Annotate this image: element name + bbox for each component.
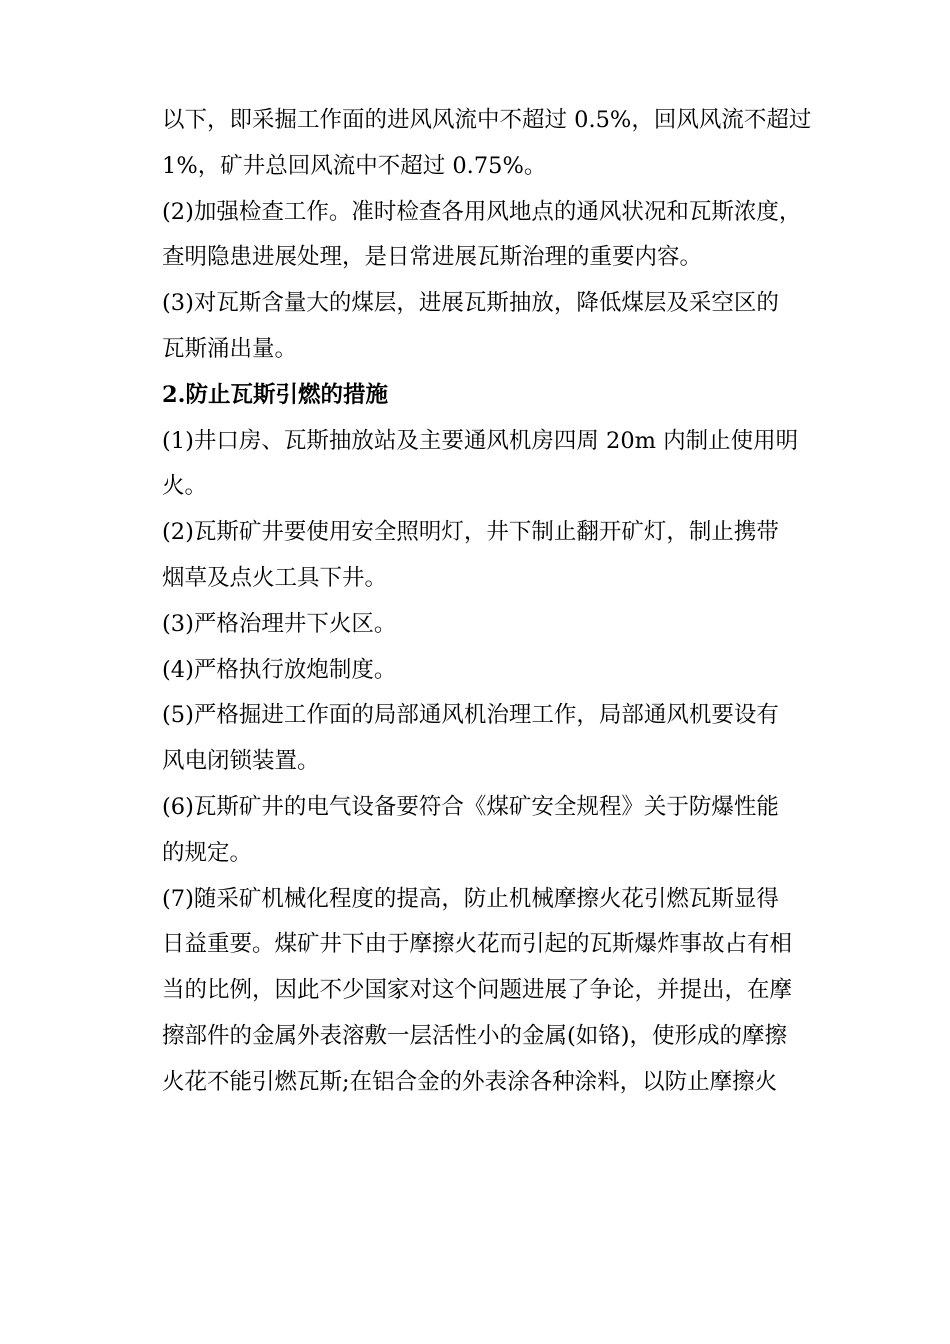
text-line: 1%，矿井总回风流中不超过 0.75%。 [162,152,547,179]
section-heading: 2.防止瓦斯引燃的措施 [162,381,388,408]
text-line: (3)对瓦斯含量大的煤层，进展瓦斯抽放，降低煤层及采空区的 [162,290,779,317]
text-line: (7)随采矿机械化程度的提高，防止机械摩擦火花引燃瓦斯显得 [162,885,779,912]
text-line: (2)瓦斯矿井要使用安全照明灯，井下制止翻开矿灯，制止携带 [162,519,779,546]
text-line: 以下，即采掘工作面的进风风流中不超过 0.5%，回风风流不超过 [162,107,812,133]
text-line: 当的比例，因此不少国家对这个问题进展了争论，并提出，在摩 [162,977,793,1004]
text-line: (3)严格治理井下火区。 [162,610,397,637]
text-line: (6)瓦斯矿井的电气设备要符合《煤矿安全规程》关于防爆性能 [162,793,779,820]
text-line: 的规定。 [162,839,253,866]
text-line: (1)井口房、瓦斯抽放站及主要通风机房四周 20m 内制止使用明 [162,427,799,454]
text-line: (2)加强检查工作。准时检查各用风地点的通风状况和瓦斯浓度， [162,198,802,225]
text-line: 日益重要。煤矿井下由于摩擦火花而引起的瓦斯爆炸事故占有相 [162,931,793,958]
text-line: 烟草及点火工具下井。 [162,564,388,591]
text-line: (4)严格执行放炮制度。 [162,656,397,683]
text-line: 火。 [162,473,208,500]
text-line: 瓦斯涌出量。 [162,335,298,362]
text-line: 风电闭锁装置。 [162,748,320,775]
text-line: 擦部件的金属外表溶敷一层活性小的金属(如铬)，使形成的摩擦 [162,1022,788,1049]
text-line: 查明隐患进展处理，是日常进展瓦斯治理的重要内容。 [162,244,703,271]
document-body [162,98,838,1106]
text-line: 火花不能引燃瓦斯;在铝合金的外表涂各种涂料，以防止摩擦火 [162,1068,778,1095]
text-line: (5)严格掘进工作面的局部通风机治理工作，局部通风机要设有 [162,702,779,729]
